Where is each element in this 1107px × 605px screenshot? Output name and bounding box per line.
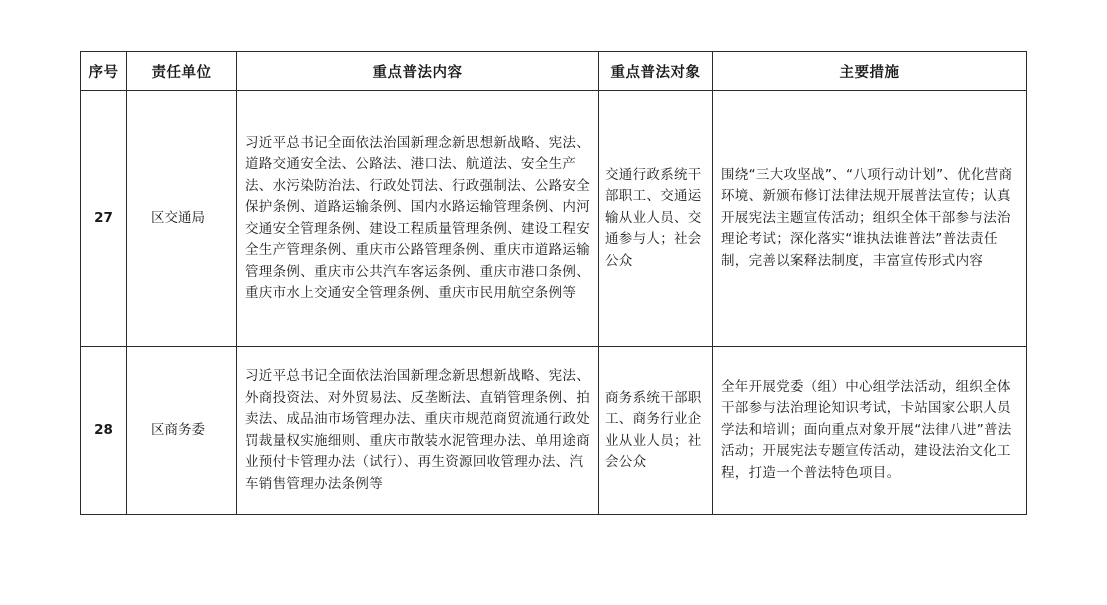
law-popularization-table	[80, 51, 1027, 515]
target-audience: 交通行政系统干部职工、交通运输从业人员、交通参与人；社会公众	[599, 91, 713, 347]
row-number: 27	[81, 91, 127, 347]
table-header-row	[81, 52, 1027, 91]
header-target: 重点普法对象	[599, 52, 713, 91]
responsible-unit: 区交通局	[127, 91, 237, 347]
target-audience: 商务系统干部职工、商务行业企业从业人员；社会公众	[599, 347, 713, 515]
header-measures: 主要措施	[713, 52, 1027, 91]
main-measures: 围绕“三大攻坚战”、“八项行动计划”、优化营商环境、新颁布修订法律法规开展普法宣传；认真开展宪法主题宣传活动；组织全体干部参与法治理论考试；深化落实“谁执法谁普法”普法责任制，完善以案释法制度，丰富宣传形式内容	[713, 91, 1027, 347]
main-measures: 全年开展党委（组）中心组学法活动，组织全体干部参与法治理论知识考试，卡站国家公职人员学法和培训；面向重点对象开展“法律八进”普法活动；开展宪法专题宣传活动，建设法治文化工程，打造一个普法特色项目。	[713, 347, 1027, 515]
law-content: 习近平总书记全面依法治国新理念新思想新战略、宪法、道路交通安全法、公路法、港口法、航道法、安全生产法、水污染防治法、行政处罚法、行政强制法、公路安全保护条例、道路运输条例、国内水路运输管理条例、内河交通安全管理条例、建设工程质量管理条例、建设工程安全生产管理条例、重庆市公路管理条例、重庆市道路运输管理条例、重庆市公共汽车客运条例、重庆市港口条例、重庆市水上交通安全管理条例、重庆市民用航空条例等	[237, 91, 599, 347]
law-content: 习近平总书记全面依法治国新理念新思想新战略、宪法、外商投资法、对外贸易法、反垄断法、直销管理条例、拍卖法、成品油市场管理办法、重庆市规范商贸流通行政处罚裁量权实施细则、重庆市散装水泥管理办法、单用途商业预付卡管理办法（试行）、再生资源回收管理办法、汽车销售管理办法条例等	[237, 347, 599, 515]
table-row	[81, 91, 1027, 347]
row-number: 28	[81, 347, 127, 515]
header-num: 序号	[81, 52, 127, 91]
header-unit: 责任单位	[127, 52, 237, 91]
table-row	[81, 347, 1027, 515]
header-content: 重点普法内容	[237, 52, 599, 91]
responsible-unit: 区商务委	[127, 347, 237, 515]
